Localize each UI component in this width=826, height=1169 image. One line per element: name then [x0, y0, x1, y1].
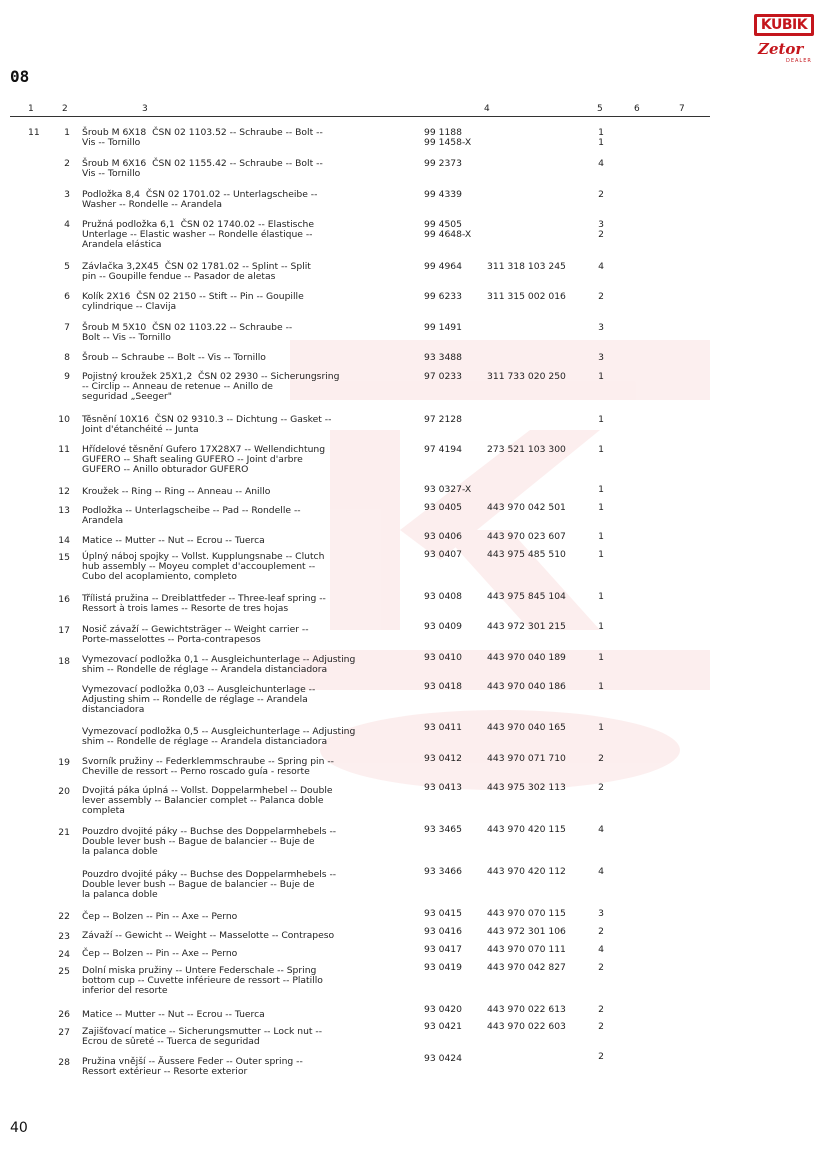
quantity: 1 [598, 531, 604, 542]
part-number: 93 0415 [424, 908, 462, 919]
item-number: 22 [58, 911, 70, 922]
item-description: Pouzdro dvojité páky -- Buchse des Doppelarmhebels -- Double lever bush -- Bague de balancier -- Buje de la palanca doble [82, 826, 337, 858]
item-number: 15 [58, 552, 70, 563]
item-description: Kolík 2X16 ČSN 02 2150 -- Stift -- Pin -- Goupille cylindrique -- Clavija [82, 291, 304, 313]
quantity: 4 [598, 944, 604, 955]
alt-part-number: 443 970 040 165 [487, 722, 566, 733]
item-description: Matice -- Mutter -- Nut -- Ecrou -- Tuerca [82, 535, 265, 546]
item-number: 20 [58, 786, 70, 797]
alt-part-number: 443 970 023 607 [487, 531, 566, 542]
item-description: Kroužek -- Ring -- Ring -- Anneau -- Anillo [82, 486, 271, 497]
item-description: Šroub M 6X18 ČSN 02 1103.52 -- Schraube -- Bolt -- Vis -- Tornillo [82, 127, 323, 149]
quantity: 1 [598, 549, 604, 560]
item-description: Šroub -- Schraube -- Bolt -- Vis -- Tornillo [82, 352, 266, 363]
kubik-zetor-logo [754, 14, 816, 70]
item-number: 25 [58, 966, 70, 977]
alt-part-number: 443 970 420 115 [487, 824, 566, 835]
item-number: 8 [64, 352, 70, 363]
quantity: 2 [598, 1004, 604, 1015]
part-number: 93 0413 [424, 782, 462, 793]
item-description: Šroub M 6X16 ČSN 02 1155.42 -- Schraube -- Bolt -- Vis -- Tornillo [82, 158, 323, 180]
alt-part-number: 273 521 103 300 [487, 444, 566, 455]
part-number: 99 4505 99 4648-X [424, 219, 472, 241]
item-number: 6 [64, 291, 70, 302]
item-description: Vymezovací podložka 0,03 -- Ausgleichunterlage -- Adjusting shim -- Rondelle de réglage -- Arandela distanciadora [82, 684, 316, 716]
part-number: 99 1491 [424, 322, 462, 333]
part-number: 97 2128 [424, 414, 462, 425]
quantity: 1 [598, 621, 604, 632]
alt-part-number: 443 970 040 189 [487, 652, 566, 663]
alt-part-number: 311 733 020 250 [487, 371, 566, 382]
item-number: 5 [64, 261, 70, 272]
item-description: Pouzdro dvojité páky -- Buchse des Doppelarmhebels -- Double lever bush -- Bague de balancier -- Buje de la palanca doble [82, 869, 337, 901]
part-number: 93 3488 [424, 352, 462, 363]
quantity: 1 [598, 591, 604, 602]
alt-part-number: 443 970 022 603 [487, 1021, 566, 1032]
item-description: Zajišťovací matice -- Sicherungsmutter -- Lock nut -- Ecrou de sûreté -- Tuerca de seguridad [82, 1026, 323, 1048]
item-number: 16 [58, 594, 70, 605]
item-description: Matice -- Mutter -- Nut -- Ecrou -- Tuerca [82, 1009, 265, 1020]
col-header-5: 5 [597, 104, 603, 114]
quantity: 2 [598, 1021, 604, 1032]
item-description: Podložka -- Unterlagscheibe -- Pad -- Rondelle -- Arandela [82, 505, 301, 527]
part-number: 93 0412 [424, 753, 462, 764]
item-description: Závlačka 3,2X45 ČSN 02 1781.02 -- Splint -- Split pin -- Goupille fendue -- Pasador de aletas [82, 261, 311, 283]
alt-part-number: 443 970 070 115 [487, 908, 566, 919]
item-number: 1 [64, 127, 70, 138]
part-number: 97 4194 [424, 444, 462, 455]
item-number: 24 [58, 949, 70, 960]
quantity: 2 [598, 926, 604, 937]
part-number: 99 4964 [424, 261, 462, 272]
alt-part-number: 443 975 485 510 [487, 549, 566, 560]
part-number: 93 0418 [424, 681, 462, 692]
logo-kubik: KUBIK [754, 14, 814, 36]
item-number: 21 [58, 827, 70, 838]
quantity: 1 [598, 484, 604, 495]
part-number: 93 0424 [424, 1053, 462, 1064]
part-number: 99 1188 99 1458-X [424, 127, 472, 149]
item-description: Úplný náboj spojky -- Vollst. Kupplungsnabe -- Clutch hub assembly -- Moyeu complet d'accouplement -- Cubo del acoplamiento, completo [82, 551, 325, 583]
item-description: Šroub M 5X10 ČSN 02 1103.22 -- Schraube -- Bolt -- Vis -- Tornillo [82, 322, 293, 344]
logo-dealer: DEALER [786, 58, 812, 64]
item-number: 13 [58, 505, 70, 516]
quantity: 2 [598, 753, 604, 764]
quantity: 3 [598, 322, 604, 333]
quantity: 3 [598, 908, 604, 919]
alt-part-number: 443 970 420 112 [487, 866, 566, 877]
item-description: Třílistá pružina -- Dreiblattfeder -- Three-leaf spring -- Ressort à trois lames -- Resorte de tres hojas [82, 593, 326, 615]
part-number: 93 0408 [424, 591, 462, 602]
col-header-7: 7 [679, 104, 685, 114]
alt-part-number: 443 970 042 827 [487, 962, 566, 973]
part-number: 93 0405 [424, 502, 462, 513]
item-description: Čep -- Bolzen -- Pin -- Axe -- Perno [82, 948, 238, 959]
item-number: 4 [64, 219, 70, 230]
part-number: 93 0327-X [424, 484, 472, 495]
item-number: 26 [58, 1009, 70, 1020]
item-description: Podložka 8,4 ČSN 02 1701.02 -- Unterlagscheibe -- Washer -- Rondelle -- Arandela [82, 189, 318, 211]
part-number: 93 3466 [424, 866, 462, 877]
group-number: 11 [28, 127, 40, 138]
item-number: 7 [64, 322, 70, 333]
alt-part-number: 311 318 103 245 [487, 261, 566, 272]
alt-part-number: 443 970 022 613 [487, 1004, 566, 1015]
header-rule [10, 116, 710, 117]
part-number: 99 6233 [424, 291, 462, 302]
logo-zetor: Zetor [758, 40, 804, 58]
quantity: 4 [598, 866, 604, 877]
item-number: 11 [58, 444, 70, 455]
alt-part-number: 443 970 040 186 [487, 681, 566, 692]
quantity: 2 [598, 1051, 604, 1062]
part-number: 93 0416 [424, 926, 462, 937]
item-description: Hřídelové těsnění Gufero 17X28X7 -- Wellendichtung GUFERO -- Shaft sealing GUFERO -- Joint d'arbre GUFERO -- Anillo obturador GUFERO [82, 444, 326, 476]
part-number: 93 0411 [424, 722, 462, 733]
item-description: Svorník pružiny -- Federklemmschraube -- Spring pin -- Cheville de ressort -- Perno roscado guía - resorte [82, 756, 334, 778]
item-description: Pružina vnější -- Äussere Feder -- Outer spring -- Ressort extérieur -- Resorte exterior [82, 1056, 303, 1078]
part-number: 93 0406 [424, 531, 462, 542]
quantity: 2 [598, 782, 604, 793]
item-description: Vymezovací podložka 0,5 -- Ausgleichunterlage -- Adjusting shim -- Rondelle de réglage -- Arandela distanciadora [82, 726, 356, 748]
section-number: 08 [10, 67, 30, 86]
quantity: 1 1 [598, 127, 604, 149]
part-number: 99 4339 [424, 189, 462, 200]
quantity: 2 [598, 291, 604, 302]
item-description: Těsnění 10X16 ČSN 02 9310.3 -- Dichtung -- Gasket -- Joint d'étanchéité -- Junta [82, 414, 332, 436]
item-number: 28 [58, 1057, 70, 1068]
item-description: Dvojitá páka úplná -- Vollst. Doppelarmhebel -- Double lever assembly -- Balancier complet -- Palanca doble completa [82, 785, 333, 817]
item-number: 12 [58, 486, 70, 497]
item-number: 3 [64, 189, 70, 200]
quantity: 2 [598, 189, 604, 200]
item-description: Závaží -- Gewicht -- Weight -- Masselotte -- Contrapeso [82, 930, 335, 941]
quantity: 4 [598, 824, 604, 835]
quantity: 1 [598, 502, 604, 513]
part-number: 93 0410 [424, 652, 462, 663]
col-header-4: 4 [484, 104, 490, 114]
page-number: 40 [10, 1120, 28, 1136]
item-description: Pojistný kroužek 25X1,2 ČSN 02 2930 -- Sicherungsring -- Circlip -- Anneau de retenue -- Anillo de seguridad „Seeger" [82, 371, 340, 403]
part-number: 93 0409 [424, 621, 462, 632]
item-number: 27 [58, 1027, 70, 1038]
col-header-3: 3 [142, 104, 148, 114]
col-header-2: 2 [62, 104, 68, 114]
quantity: 1 [598, 681, 604, 692]
alt-part-number: 443 975 845 104 [487, 591, 566, 602]
item-number: 18 [58, 656, 70, 667]
part-number: 93 0407 [424, 549, 462, 560]
item-description: Dolní miska pružiny -- Untere Federschale -- Spring bottom cup -- Cuvette inférieure de ressort -- Platillo inferior del resorte [82, 965, 323, 997]
item-description: Nosič závaží -- Gewichtsträger -- Weight carrier -- Porte-masselottes -- Porta-contrapesos [82, 624, 309, 646]
item-description: Pružná podložka 6,1 ČSN 02 1740.02 -- Elastische Unterlage -- Elastic washer -- Rondelle élastique -- Arandela elástica [82, 219, 314, 251]
part-number: 93 0419 [424, 962, 462, 973]
part-number: 93 0417 [424, 944, 462, 955]
quantity: 2 [598, 962, 604, 973]
item-number: 14 [58, 535, 70, 546]
item-number: 23 [58, 931, 70, 942]
quantity: 4 [598, 158, 604, 169]
part-number: 93 0421 [424, 1021, 462, 1032]
alt-part-number: 443 970 070 111 [487, 944, 566, 955]
part-number: 97 0233 [424, 371, 462, 382]
col-header-1: 1 [28, 104, 34, 114]
alt-part-number: 443 972 301 215 [487, 621, 566, 632]
quantity: 1 [598, 414, 604, 425]
quantity: 1 [598, 371, 604, 382]
alt-part-number: 443 970 042 501 [487, 502, 566, 513]
item-number: 2 [64, 158, 70, 169]
item-number: 19 [58, 757, 70, 768]
item-description: Vymezovací podložka 0,1 -- Ausgleichunterlage -- Adjusting shim -- Rondelle de réglage -- Arandela distanciadora [82, 654, 356, 676]
alt-part-number: 443 972 301 106 [487, 926, 566, 937]
part-number: 99 2373 [424, 158, 462, 169]
item-description: Čep -- Bolzen -- Pin -- Axe -- Perno [82, 911, 238, 922]
item-number: 9 [64, 371, 70, 382]
part-number: 93 0420 [424, 1004, 462, 1015]
item-number: 17 [58, 625, 70, 636]
quantity: 1 [598, 444, 604, 455]
col-header-6: 6 [634, 104, 640, 114]
quantity: 3 [598, 352, 604, 363]
alt-part-number: 443 975 302 113 [487, 782, 566, 793]
alt-part-number: 443 970 071 710 [487, 753, 566, 764]
alt-part-number: 311 315 002 016 [487, 291, 566, 302]
quantity: 4 [598, 261, 604, 272]
part-number: 93 3465 [424, 824, 462, 835]
item-number: 10 [58, 414, 70, 425]
quantity: 1 [598, 722, 604, 733]
quantity: 1 [598, 652, 604, 663]
quantity: 3 2 [598, 219, 604, 241]
